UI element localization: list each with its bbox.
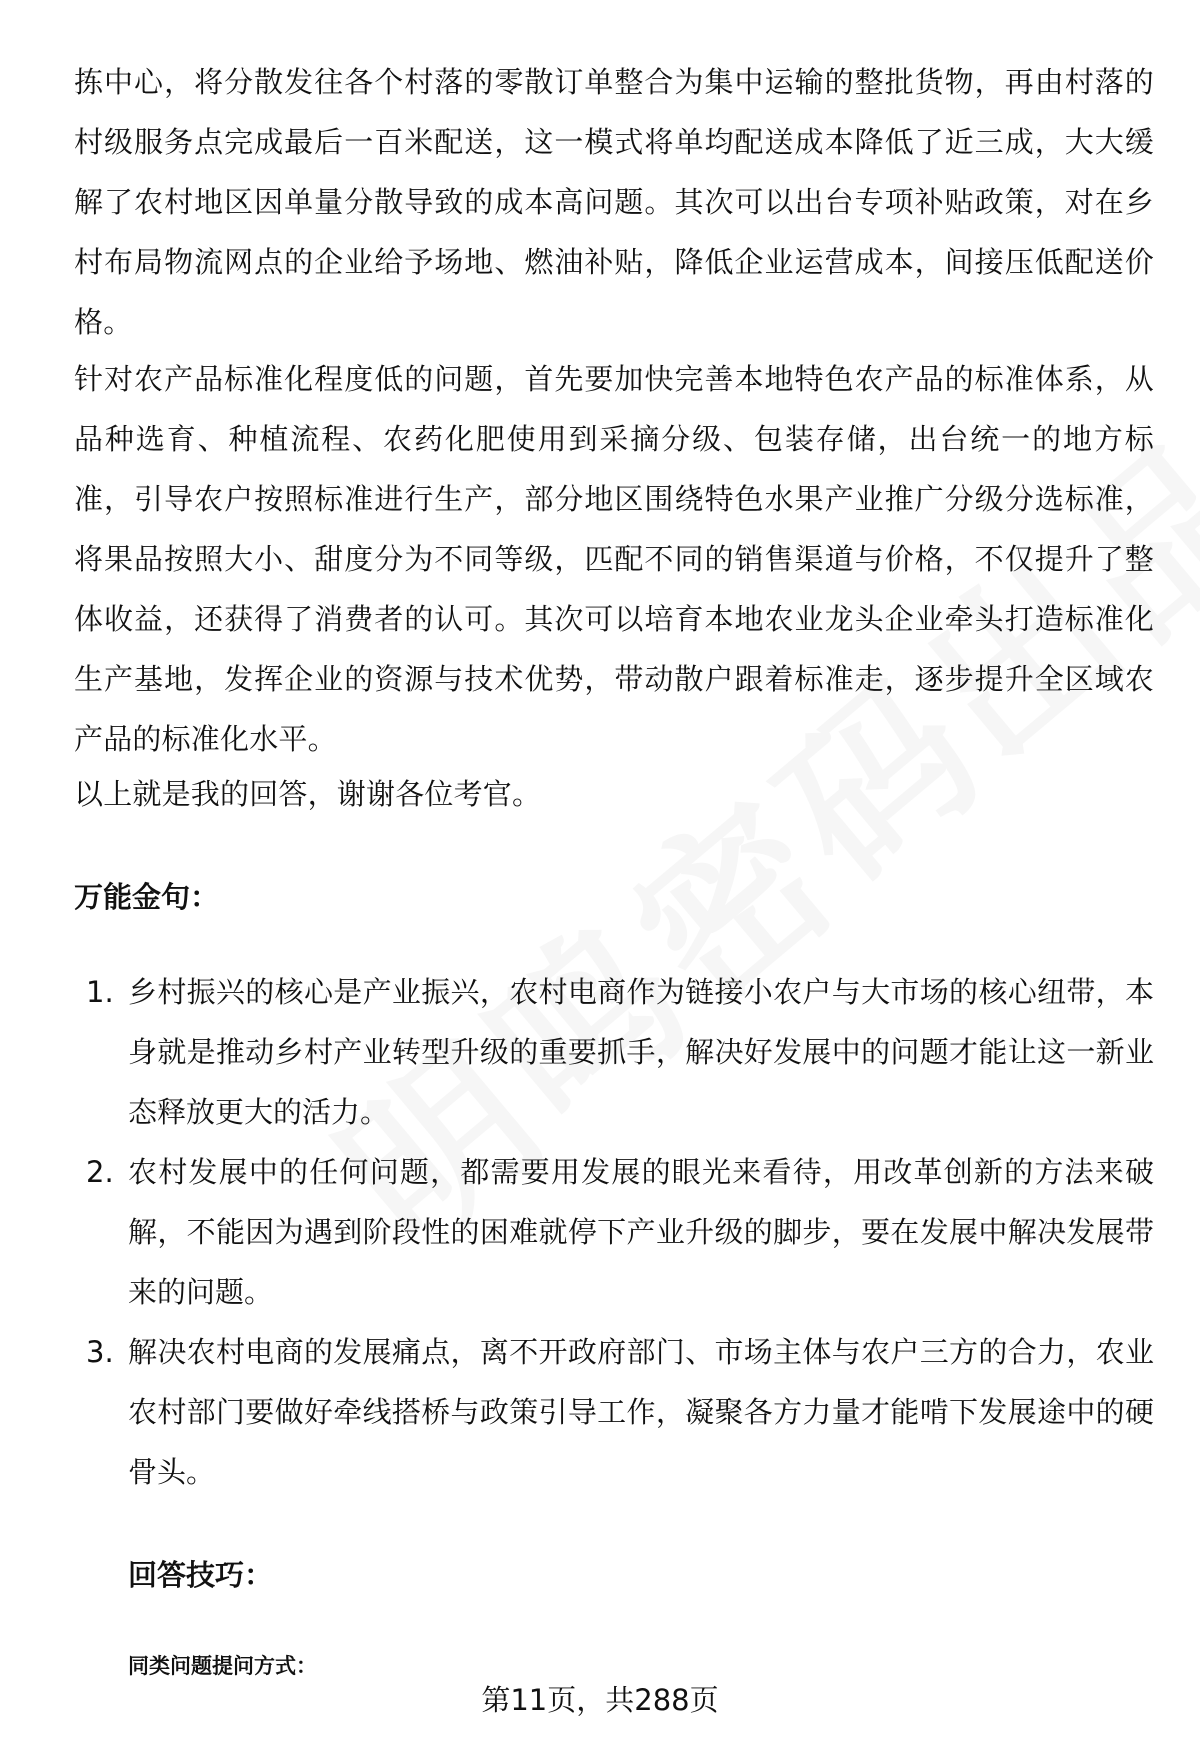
paragraph-closing: 以上就是我的回答，谢谢各位考官。 <box>74 777 542 811</box>
list-item-text: 解决农村电商的发展痛点，离不开政府部门、市场主体与农户三方的合力，农业农村部门要做好牵线搭桥与政策引导工作，凝聚各方力量才能啃下发展途中的硬骨头。 <box>128 1335 1154 1489</box>
heading-golden-sentences: 万能金句： <box>74 880 220 914</box>
page-footer: 第11页，共288页 <box>481 1683 719 1717</box>
list-item-text: 农村发展中的任何问题，都需要用发展的眼光来看待，用改革创新的方法来破解，不能因为遇到阶段性的困难就停下产业升级的脚步，要在发展中解决发展带来的问题。 <box>128 1155 1154 1309</box>
list-number: 1. <box>86 975 114 1009</box>
heading-answer-tips: 回答技巧： <box>128 1558 274 1592</box>
list-item <box>74 1142 1154 1322</box>
list-item <box>74 1322 1154 1502</box>
paragraph-1: 拣中心，将分散发往各个村落的零散订单整合为集中运输的整批货物，再由村落的村级服务点完成最后一百米配送，这一模式将单均配送成本降低了近三成，大大缓解了农村地区因单量分散导致的成本高问题。其次可以出台专项补贴政策，对在乡村布局物流网点的企业给予场地、燃油补贴，降低企业运营成本，间接压低配送价格。 <box>74 65 1154 339</box>
list-number: 3. <box>86 1335 114 1369</box>
subheading-similar-questions: 同类问题提问方式： <box>128 1654 317 1678</box>
golden-sentences-list <box>74 962 1154 1502</box>
list-item <box>74 962 1154 1142</box>
paragraph-2: 针对农产品标准化程度低的问题，首先要加快完善本地特色农产品的标准体系，从品种选育、种植流程、农药化肥使用到采摘分级、包装存储，出台统一的地方标准，引导农户按照标准进行生产，部分地区围绕特色水果产业推广分级分选标准，将果品按照大小、甜度分为不同等级，匹配不同的销售渠道与价格，不仅提升了整体收益，还获得了消费者的认可。其次可以培育本地农业龙头企业牵头打造标准化生产基地，发挥企业的资源与技术优势，带动散户跟着标准走，逐步提升全区域农产品的标准化水平。 <box>74 362 1154 756</box>
list-number: 2. <box>86 1155 114 1189</box>
list-item-text: 乡村振兴的核心是产业振兴，农村电商作为链接小农户与大市场的核心纽带，本身就是推动乡村产业转型升级的重要抓手，解决好发展中的问题才能让这一新业态释放更大的活力。 <box>128 975 1154 1129</box>
